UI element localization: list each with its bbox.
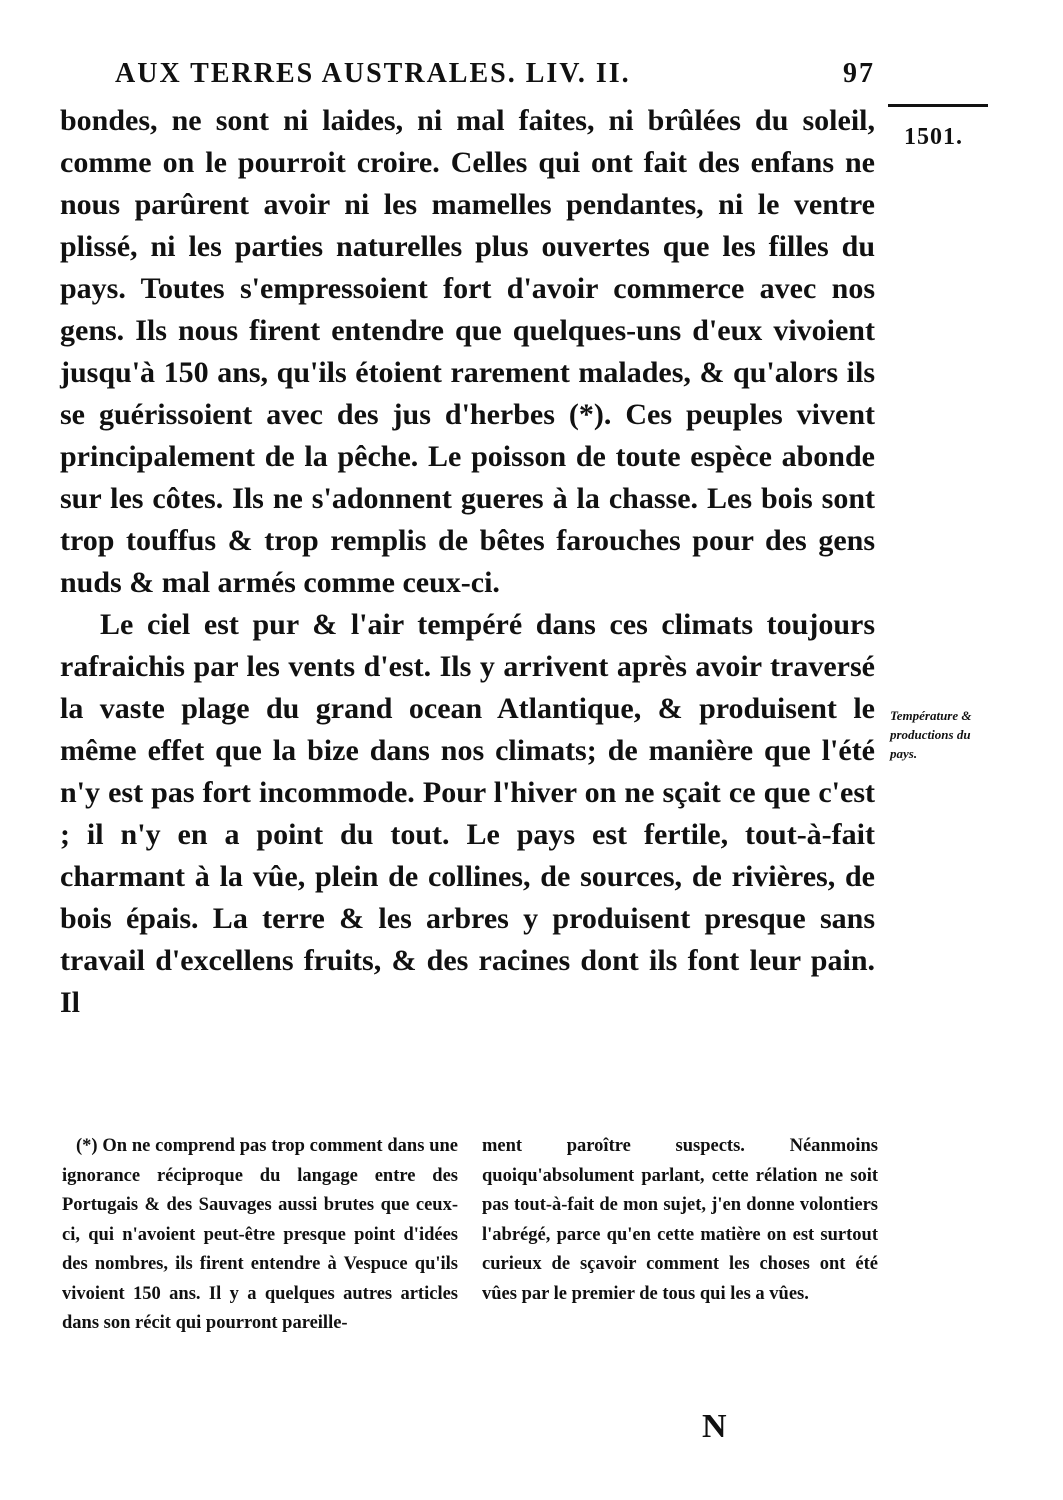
main-text: [60, 100, 875, 1024]
margin-side-note: Température & productions du pays.: [890, 708, 972, 761]
margin-year: 1501.: [904, 124, 963, 150]
footnote-block: [62, 1132, 877, 1422]
footnote-right-text: ment paroître suspects. Néanmoins quoiqu'absolument parlant, cette rélation ne soit pas tout-à-fait de mon sujet, j'en donne volontiers l'abrégé, parce qu'en cette matière on est surtout curieux de sçavoir comment les choses ont été vûes par le premier de tous qui les a vûes.: [482, 1136, 878, 1304]
running-head: [115, 58, 875, 98]
signature-mark: N: [702, 1408, 727, 1445]
footnote-left-text: (*) On ne comprend pas trop comment dans une ignorance réciproque du langage entre des Portugais & des Sauvages aussi brutes que ceux-ci, qui n'avoient peut-être presque point d'idées des nombres, ils firent entendre à Vespuce qu'ils vivoient 150 ans. Il y a quelques autres articles dans son récit qui pourront pareille-: [62, 1136, 458, 1333]
footnote-right-column: [482, 1132, 878, 1309]
running-title: AUX TERRES AUSTRALES. LIV. II.: [115, 58, 631, 89]
paragraph-2: Le ciel est pur & l'air tempéré dans ces climats toujours rafraichis par les vents d'est. Ils y arrivent après avoir traversé la vaste plage du grand ocean Atlantique, & produisent le même effet que la bize dans nos climats; de manière que l'été n'y est pas fort incommode. Pour l'hiver on ne sçait ce que c'est ; il n'y en a point du tout. Le pays est fertile, tout-à-fait charmant à la vûe, plein de collines, de sources, de rivières, de bois épais. La terre & les arbres y produisent presque sans travail d'excellens fruits, & des racines dont ils font leur pain. Il: [60, 608, 875, 1019]
margin-rule: [888, 104, 988, 107]
page-number: 97: [843, 58, 875, 89]
footnote-left-column: [62, 1132, 458, 1339]
paragraph-1: bondes, ne sont ni laides, ni mal faites, ni brûlées du soleil, comme on le pourroit croire. Celles qui ont fait des enfans ne nous parûrent avoir ni les mamelles pendantes, ni le ventre plissé, ni les parties naturelles plus ouvertes que les filles du pays. Toutes s'empressoient fort d'avoir commerce avec nos gens. Ils nous firent entendre que quelques-uns d'eux vivoient jusqu'à 150 ans, qu'ils étoient rarement malades, & qu'alors ils se guérissoient avec des jus d'herbes (*). Ces peuples vivent principalement de la pêche. Le poisson de toute espèce abonde sur les côtes. Ils ne s'adonnent gueres à la chasse. Les bois sont trop touffus & trop remplis de bêtes farouches pour des gens nuds & mal armés comme ceux-ci.: [60, 104, 875, 599]
